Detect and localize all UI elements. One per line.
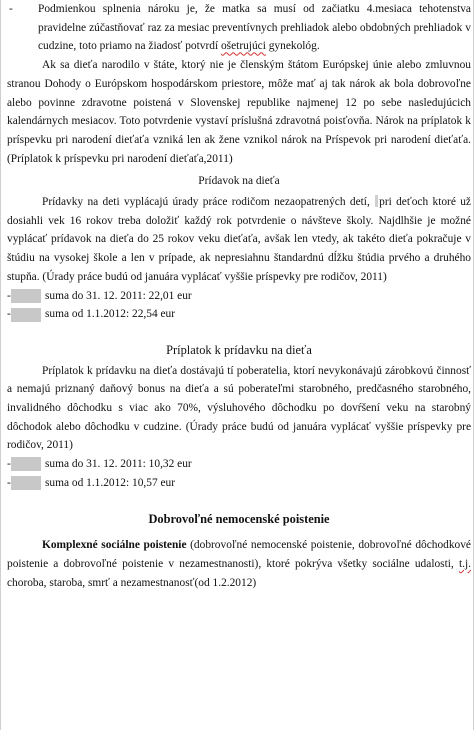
amount-text: suma do 31. 12. 2011: 10,32 eur [45, 458, 192, 471]
highlight-box [11, 289, 41, 303]
paragraph-eu: Ak sa dieťa narodilo v štáte, ktorý nie je členským štátom Európskej únie alebo zmluvnou stranou Dohody o Európskom hospodárskom priestore, môže mať aj tak nárok ak bola dobrovoľne alebo povinne zdravotne poistená v Slovenskej republike najmenej 12 po sebe nasledujúcich kalendárnych mesiacov. Toto potvrdenie vystaví príslušná zdravotná poisťovňa. Nárok na príplatok k príspevku pri narodení dieťaťa vzniká len ak žene vznikol nárok na Príspevok pri narodení dieťaťa. (Príplatok k príspevku pri narodení dieťaťa,2011) [7, 59, 471, 165]
paragraph-dobrovolne-b: choroba, staroba, smrť a nezamestnanosť(od 1.2.2012) [7, 576, 257, 589]
formatting-mark [375, 195, 378, 207]
spelling-flag-abbrev: t.j. [458, 557, 471, 570]
heading-priplatok: Príplatok k prídavku na dieťa [166, 342, 312, 357]
amount-list-pridavok [7, 287, 471, 324]
bullet-text-a: Podmienkou splnenia nároku je, že matka sa musí od začiatku 4.mesiaca tehotenstva pravidelne zúčastňovať raz za mesiac preventívnych prehliadok alebo obdobných prehliadok v cudzine, toto priamo na žiadosť potvrdí [38, 3, 471, 53]
bullet-paragraph [7, 0, 471, 56]
amount-row [7, 287, 471, 306]
bold-term: Komplexné sociálne poistenie [42, 539, 187, 552]
amount-text: suma do 31. 12. 2011: 22,01 eur [45, 289, 192, 302]
amount-row [7, 474, 471, 493]
bullet-dash: - [9, 3, 13, 15]
heading-pridavok: Prídavok na dieťa [198, 175, 280, 188]
amount-text: suma od 1.1.2012: 22,54 eur [45, 308, 176, 321]
paragraph-dobrovolne-a: (dobrovoľné nemocenské poistenie, dobrovoľné dôchodkové poistenie a dobrovoľné poistenie v nezamestnanosti), ktoré pokrýva všetky sociálne udalosti, [7, 539, 471, 570]
amount-row [7, 305, 471, 324]
amount-dash: - [7, 476, 11, 489]
document-body [7, 0, 471, 592]
highlight-box [11, 457, 41, 471]
highlight-box [11, 308, 41, 322]
amount-list-priplatok [7, 455, 471, 492]
paragraph-pridavok-b: pri deťoch ktoré už dosiahli vek 16 rokov treba doložiť každý rok potvrdenie o návšteve školy. Najdlhšie je možné vyplácať prídavok na dieťa do 25 rokov veku dieťaťa, avšak len vtedy, ak takéto dieťa pokračuje v štúdiu na vysokej škole a len v prípade, ak nepresiahnu štandardnú dĺžku štúdia prvého a druhého stupňa. (Úrady práce budú od januára vyplácať vyššie príspevky pre rodičov, 2011) [7, 196, 471, 283]
amount-dash: - [7, 458, 11, 471]
paragraph-pridavok [7, 193, 471, 287]
amount-dash: - [7, 289, 11, 302]
amount-text: suma od 1.1.2012: 10,57 eur [45, 476, 176, 489]
heading-dobrovolne: Dobrovoľné nemocenské poistenie [148, 511, 330, 526]
bullet-text-c: gynekológ. [265, 40, 320, 53]
paragraph-dobrovolne [7, 536, 471, 592]
paragraph-pridavok-a: Prídavky na deti vyplácajú úrady práce rodičom nezaopatrených detí, [42, 196, 370, 209]
amount-dash: - [7, 308, 11, 321]
spelling-flag-word: ošetrujúci [220, 40, 266, 53]
highlight-box [11, 476, 41, 490]
paragraph-priplatok: Príplatok k prídavku na dieťa dostávajú tí poberatelia, ktorí nevykonávajú zárobkovú činnosť a nemajú priznaný daňový bonus na dieťa a sú poberateľmi starobného, predčasného starobného, invalidného dôchodku s viac ako 70%, výsluhového dôchodku po dovŕšení veku na starobný dôchodok alebo dôchodku v cudzine. (Úrady práce budú od januára vyplácať vyššie príspevky pre rodičov, 2011) [7, 364, 471, 452]
amount-row [7, 455, 471, 474]
